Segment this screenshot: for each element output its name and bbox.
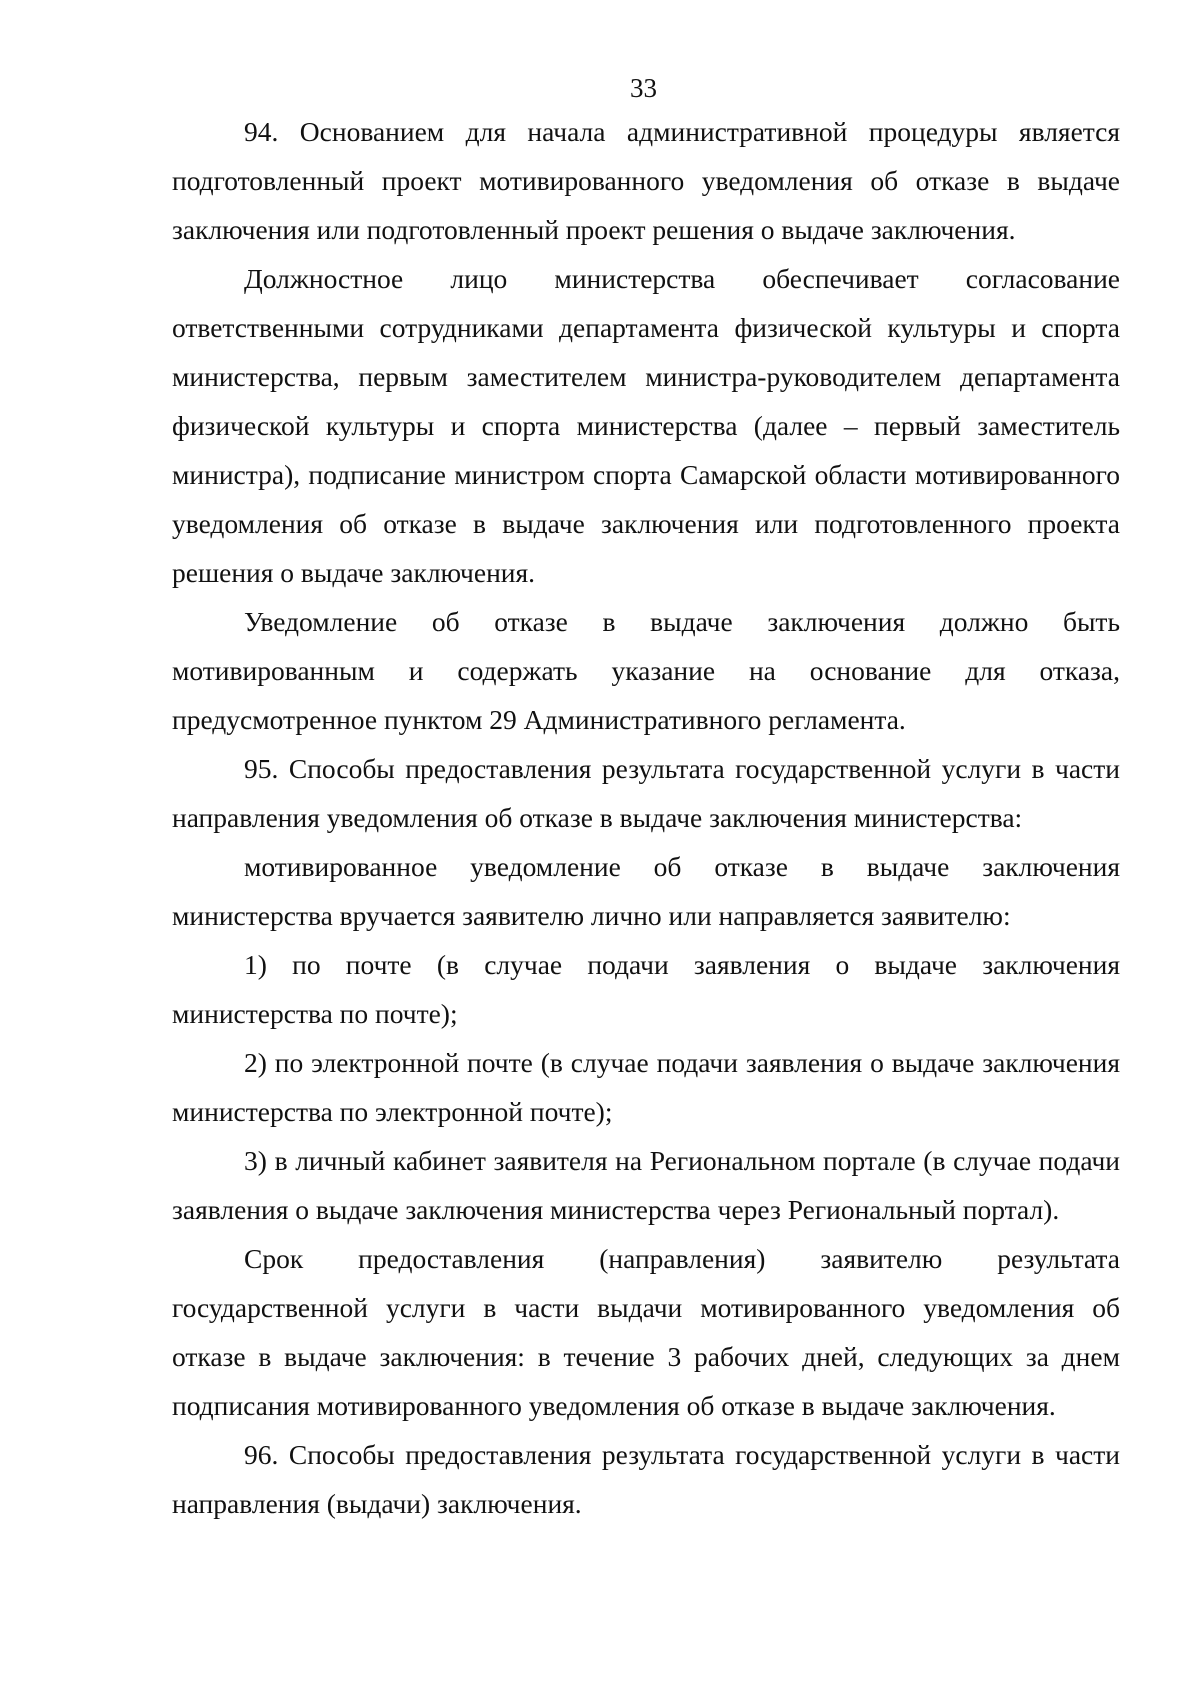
paragraph-95: 95. Способы предоставления результата государственной услуги в части направления уведомления об отказе в выдаче заключения министерства: (172, 753, 1120, 833)
paragraph-official-approval: Должностное лицо министерства обеспечивает согласование ответственными сотрудниками департамента физической культуры и спорта министерства, первым заместителем министра-руководителем департамента физической культуры и спорта министерства (далее – первый заместитель министра), подписание министром спорта Самарской области мотивированного уведомления об отказе в выдаче заключения или подготовленного проекта решения о выдаче заключения. (172, 263, 1120, 588)
paragraph-refusal-notice: Уведомление об отказе в выдаче заключения должно быть мотивированным и содержать указание на основание для отказа, предусмотренное пунктом 29 Административного регламента. (172, 606, 1120, 735)
paragraph-96: 96. Способы предоставления результата государственной услуги в части направления (выдачи) заключения. (172, 1439, 1120, 1519)
document-body (172, 107, 1120, 1528)
page-number: 33 (630, 73, 657, 103)
list-item-3: 3) в личный кабинет заявителя на Региональном портале (в случае подачи заявления о выдаче заключения министерства через Региональный портал). (172, 1145, 1120, 1225)
paragraph-delivery-methods: мотивированное уведомление об отказе в выдаче заключения министерства вручается заявителю лично или направляется заявителю: (172, 851, 1120, 931)
paragraph-94: 94. Основанием для начала административной процедуры является подготовленный проект мотивированного уведомления об отказе в выдаче заключения или подготовленный проект решения о выдаче заключения. (172, 116, 1120, 245)
list-item-2: 2) по электронной почте (в случае подачи заявления о выдаче заключения министерства по электронной почте); (172, 1047, 1120, 1127)
paragraph-term: Срок предоставления (направления) заявителю результата государственной услуги в части выдачи мотивированного уведомления об отказе в выдаче заключения: в течение 3 рабочих дней, следующих за днем подписания мотивированного уведомления об отказе в выдаче заключения. (172, 1243, 1120, 1421)
list-item-1: 1) по почте (в случае подачи заявления о выдаче заключения министерства по почте); (172, 949, 1120, 1029)
